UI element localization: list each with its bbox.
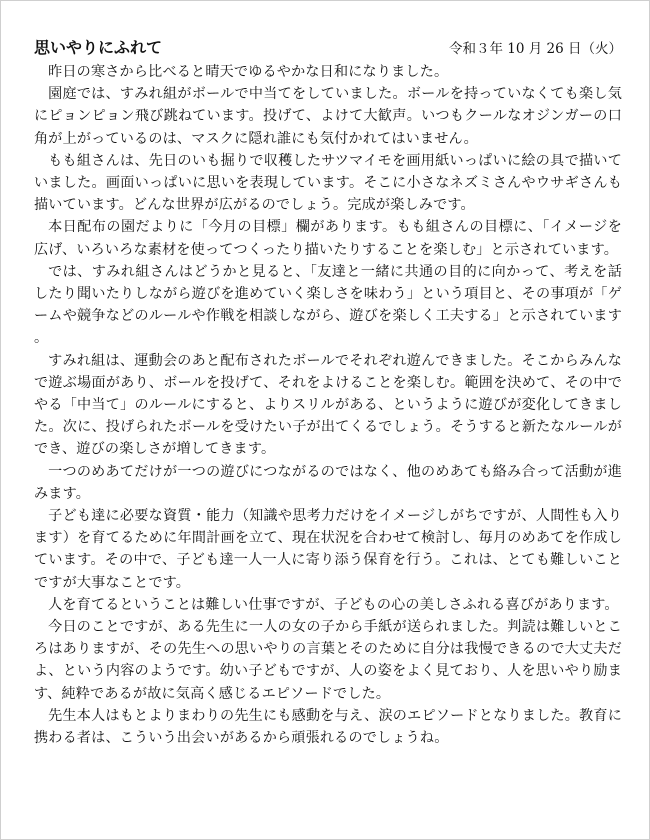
document-date: 令和３年 10 月 26 日（火） xyxy=(448,41,622,57)
paragraph: もも組さんは、先日のいも掘りで収穫したサツマイモを画用紙いっぱいに絵の具で描いていました。画面いっぱいに思いを表現しています。そこに小さなネズミさんやウサギさんも描いています。どんな世界が広がるのでしょう。完成が楽しみです。 xyxy=(34,152,622,214)
paragraph: 昨日の寒さから比べると晴天でゆるやかな日和になりました。 xyxy=(48,64,449,80)
document-header xyxy=(34,37,622,63)
paragraph: 先生本人はもとよりまわりの先生にも感動を与え、涙のエピソードとなりました。教育に携わる者は、こういう出会いがあるから頑張れるのでしょうね。 xyxy=(34,707,622,747)
paragraph: 一つのめあてだけが一つの遊びにつながるのではなく、他のめあても絡み合って活動が進みます。 xyxy=(34,463,622,502)
document-title: 思いやりにふれて xyxy=(34,38,163,57)
paragraph: 今日のことですが、ある先生に一人の女の子から手紙が送られました。判読は難しいところはありますが、その先生への思いやりの言葉とそのために自分は我慢できるので大丈夫だよ、という内容のようです。幼い子どもですが、人の姿をよく見ており、人を思いやり励ます、純粋であるが故に気高く感じるエピソードでした。 xyxy=(34,619,622,702)
paragraph: 人を育てるということは難しい仕事ですが、子どもの心の美しさふれる喜びがあります。 xyxy=(48,596,619,613)
paragraph: では、すみれ組さんはどうかと見ると、「友達と一緒に共通の目的に向かって、考えを話したり聞いたりしながら遊びを進めていく楽しさを味わう」という項目と、その事項が「ゲームや競争などのルールや作戦を相談しながら、遊びを楽しく工夫する」と示されています。 xyxy=(34,263,622,347)
paragraph: 子ども達に必要な資質・能力（知識や思考力だけをイメージしがちですが、人間性も入ります）を育てるために年間計画を立て、現在状況を合わせて検討し、毎月のめあてを作成しています。その中で、子ども達一人一人に寄り添う保育を行う。これは、とても難しいことですが大事なことです。 xyxy=(34,508,622,591)
paragraph: すみれ組は、運動会のあと配布されたボールでそれぞれ遊んできました。そこからみんなで遊ぶ場面があり、ボールを投げて、それをよけることを楽しむ。範囲を決めて、その中でやる「中当て」のルールにすると、よりスリルがある、というように遊びが変化してきました。次に、投げられたボールを受けたい子が出てくるでしょう。そうすると新たなルールができ、遊びの楽しさが増してきます。 xyxy=(34,352,622,458)
document-body xyxy=(34,61,622,749)
paragraph: 園庭では、すみれ組がボールで中当てをしていました。ボールを持っていなくても楽し気にピョンピョン飛び跳ねています。投げて、よけて大歓声。いつもクールなオジンガーの口角が上がっているのは、マスクに隠れ誰にも気付かれてはいません。 xyxy=(34,86,622,147)
paragraph: 本日配布の園だよりに「今月の目標」欄があります。もも組さんの目標に、「イメージを広げ、いろいろな素材を使ってつくったり描いたりすることを楽しむ」と示されています。 xyxy=(34,219,622,258)
